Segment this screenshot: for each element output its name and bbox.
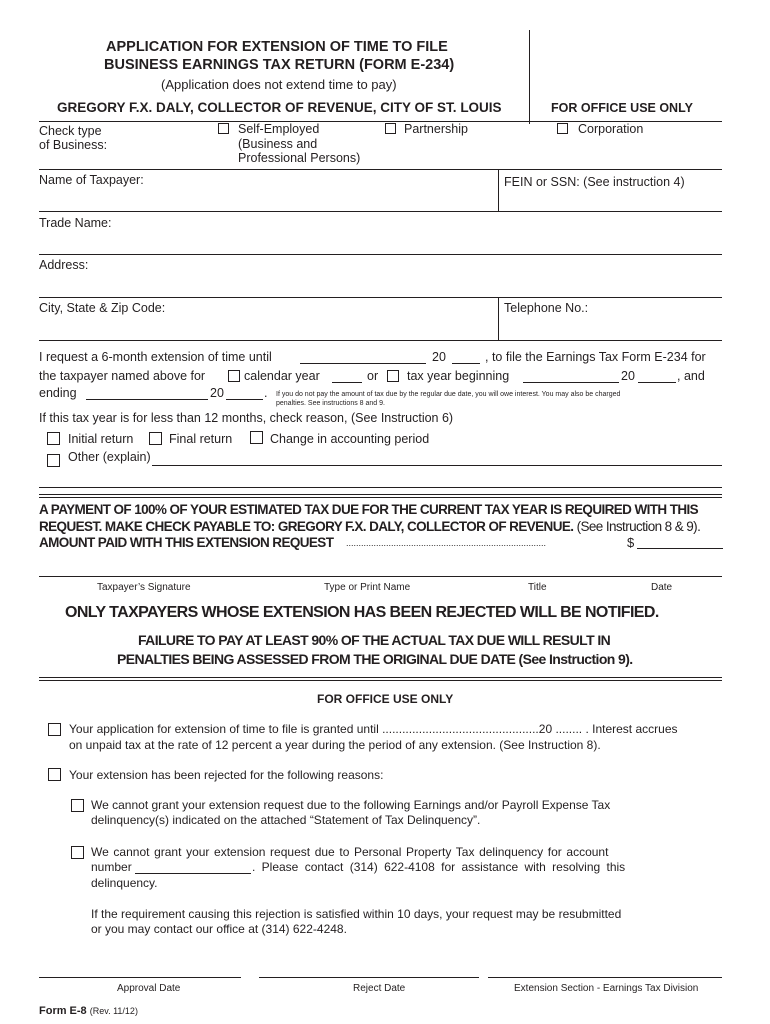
- print-name-label: Type or Print Name: [324, 582, 411, 593]
- header-divider: [529, 30, 530, 124]
- reject-date-line[interactable]: [259, 977, 479, 978]
- calendar-year-label: calendar year: [244, 369, 320, 383]
- reason2-number-label: number: [91, 860, 132, 874]
- fein-divider: [498, 169, 499, 212]
- form-subtitle: (Application does not extend time to pay): [161, 77, 397, 92]
- self-employed-checkbox[interactable]: [218, 123, 229, 134]
- payment-rule: [39, 494, 722, 498]
- partnership-label: Partnership: [404, 122, 468, 136]
- tax-year-beginning-date-field[interactable]: [523, 382, 619, 383]
- extension-until-date-field[interactable]: [300, 363, 426, 364]
- final-return-checkbox[interactable]: [149, 432, 162, 445]
- other-explain-field-2[interactable]: [39, 487, 722, 488]
- granted-text-2: on unpaid tax at the rate of 12 percent a year during the period of any extension. (See Instruction 8).: [69, 738, 601, 752]
- interest-note-1: If you do not pay the amount of tax due by the regular due date, you will owe interest. You may also be charged: [276, 391, 621, 398]
- collector-heading: GREGORY F.X. DALY, COLLECTOR OF REVENUE, CITY OF ST. LOUIS: [57, 100, 502, 115]
- title-label: Title: [528, 582, 547, 593]
- reason1-text-2: delinquency(s) indicated on the attached “Statement of Tax Delinquency”.: [91, 813, 481, 827]
- form-title-line1: APPLICATION FOR EXTENSION OF TIME TO FILE: [106, 39, 448, 55]
- calendar-year-field[interactable]: [332, 382, 362, 383]
- reject-date-label: Reject Date: [353, 983, 406, 994]
- tax-year-checkbox[interactable]: [387, 370, 399, 382]
- office-rule: [39, 677, 722, 681]
- request-text-2: the taxpayer named above for: [39, 369, 206, 383]
- resubmit-text-1: If the requirement causing this rejection is satisfied within 10 days, your request may be resubmitted: [91, 907, 622, 921]
- self-employed-label: Self-Employed: [238, 122, 320, 136]
- payment-notice-ref: (See Instruction 8 & 9).: [576, 519, 701, 534]
- tax-year-beginning-label: tax year beginning: [407, 369, 510, 383]
- change-accounting-label: Change in accounting period: [270, 432, 430, 446]
- tax-year-beginning-year-field[interactable]: [638, 382, 676, 383]
- other-label: Other (explain): [68, 450, 151, 464]
- granted-text-1: Your application for extension of time to file is granted until ...............................................20 ........ . Interest accrues: [69, 722, 678, 736]
- corporation-checkbox[interactable]: [557, 123, 568, 134]
- other-checkbox[interactable]: [47, 454, 60, 467]
- ending-label: ending: [39, 386, 77, 400]
- form-revision: (Rev. 11/12): [89, 1006, 138, 1016]
- business-type-label-2: of Business:: [39, 138, 108, 152]
- tax-delinquency-checkbox[interactable]: [71, 799, 84, 812]
- resubmit-text-2: or you may contact our office at (314) 622-4248.: [91, 922, 347, 936]
- partnership-checkbox[interactable]: [385, 123, 396, 134]
- rejected-text: Your extension has been rejected for the following reasons:: [69, 768, 384, 782]
- property-tax-checkbox[interactable]: [71, 846, 84, 859]
- payment-notice-1: A PAYMENT OF 100% OF YOUR ESTIMATED TAX DUE FOR THE CURRENT TAX YEAR IS REQUIRED WITH THIS: [39, 502, 699, 517]
- telephone-label: Telephone No.:: [504, 301, 589, 315]
- rule-name: [39, 211, 722, 212]
- reason2-text-2: . Please contact (314) 622-4108 for assistance with resolving this: [252, 860, 626, 874]
- division-line[interactable]: [488, 977, 722, 978]
- corporation-label: Corporation: [578, 122, 644, 136]
- request-text-1b: 20: [432, 350, 446, 364]
- rejected-notice: ONLY TAXPAYERS WHOSE EXTENSION HAS BEEN REJECTED WILL BE NOTIFIED.: [65, 604, 659, 621]
- failure-notice-1: FAILURE TO PAY AT LEAST 90% OF THE ACTUAL TAX DUE WILL RESULT IN: [138, 632, 611, 648]
- trade-name-field[interactable]: [39, 213, 722, 253]
- or-label: or: [367, 369, 379, 383]
- office-use-heading: FOR OFFICE USE ONLY: [317, 692, 454, 706]
- division-label: Extension Section - Earnings Tax Division: [514, 983, 699, 994]
- dollar-sign: $: [627, 535, 635, 550]
- final-return-label: Final return: [169, 432, 233, 446]
- self-employed-label-2: (Business and: [238, 137, 318, 151]
- other-explain-field[interactable]: [152, 465, 722, 466]
- rule-trade: [39, 254, 722, 255]
- change-accounting-checkbox[interactable]: [250, 431, 263, 444]
- payment-notice-2: REQUEST. MAKE CHECK PAYABLE TO: GREGORY F.X. DALY, COLLECTOR OF REVENUE.: [39, 519, 574, 534]
- calendar-year-checkbox[interactable]: [228, 370, 240, 382]
- amount-paid-dots: ................................................................................: [346, 538, 547, 548]
- tax-year-beginning-20: 20: [621, 369, 635, 383]
- ending-year-field[interactable]: [226, 399, 263, 400]
- address-field[interactable]: [39, 256, 722, 296]
- short-year-label: If this tax year is for less than 12 months, check reason, (See Instruction 6): [39, 411, 454, 425]
- city-state-zip-label: City, State & Zip Code:: [39, 301, 166, 315]
- fein-label: FEIN or SSN: (See instruction 4): [504, 175, 685, 189]
- request-text-1c: , to file the Earnings Tax Form E-234 for: [485, 350, 706, 364]
- approval-date-label: Approval Date: [117, 983, 181, 994]
- self-employed-label-3: Professional Persons): [238, 151, 361, 165]
- office-use-heading-top: FOR OFFICE USE ONLY: [551, 101, 693, 115]
- city-state-zip-field[interactable]: [39, 299, 497, 339]
- date-label: Date: [651, 582, 673, 593]
- ending-period: .: [264, 386, 268, 400]
- reason2-text-1: We cannot grant your extension request due to Personal Property Tax delinquency for account: [91, 845, 609, 859]
- telephone-divider: [498, 297, 499, 340]
- address-label: Address:: [39, 258, 89, 272]
- business-type-label: Check type: [39, 124, 102, 138]
- reason2-text-3: delinquency.: [91, 876, 158, 890]
- initial-return-label: Initial return: [68, 432, 134, 446]
- rule-city: [39, 340, 722, 341]
- interest-note-2: penalties. See instructions 8 and 9.: [276, 400, 385, 407]
- fein-field[interactable]: [500, 170, 722, 210]
- extension-until-year-field[interactable]: [452, 363, 480, 364]
- account-number-field[interactable]: [135, 873, 251, 874]
- ending-date-field[interactable]: [86, 399, 208, 400]
- signature-line[interactable]: [39, 576, 722, 577]
- telephone-field[interactable]: [500, 299, 722, 339]
- taxpayer-name-label: Name of Taxpayer:: [39, 173, 144, 187]
- initial-return-checkbox[interactable]: [47, 432, 60, 445]
- form-title-line2: BUSINESS EARNINGS TAX RETURN (FORM E-234): [104, 57, 455, 73]
- amount-paid-label: AMOUNT PAID WITH THIS EXTENSION REQUEST: [39, 535, 334, 550]
- trade-name-label: Trade Name:: [39, 216, 112, 230]
- taxpayer-name-field[interactable]: [39, 170, 497, 210]
- and-label: , and: [677, 369, 705, 383]
- rule-address: [39, 297, 722, 298]
- granted-checkbox[interactable]: [48, 723, 61, 736]
- rejected-checkbox[interactable]: [48, 768, 61, 781]
- reason1-text-1: We cannot grant your extension request due to the following Earnings and/or Payroll Expense Tax: [91, 798, 611, 812]
- failure-notice-2: PENALTIES BEING ASSESSED FROM THE ORIGINAL DUE DATE (See Instruction 9).: [117, 651, 633, 667]
- approval-date-line[interactable]: [39, 977, 241, 978]
- amount-paid-field[interactable]: [637, 548, 723, 549]
- ending-20: 20: [210, 386, 224, 400]
- request-text-1: I request a 6-month extension of time until: [39, 350, 272, 364]
- signature-label: Taxpayer’s Signature: [97, 582, 191, 593]
- form-id: Form E-8: [39, 1005, 87, 1017]
